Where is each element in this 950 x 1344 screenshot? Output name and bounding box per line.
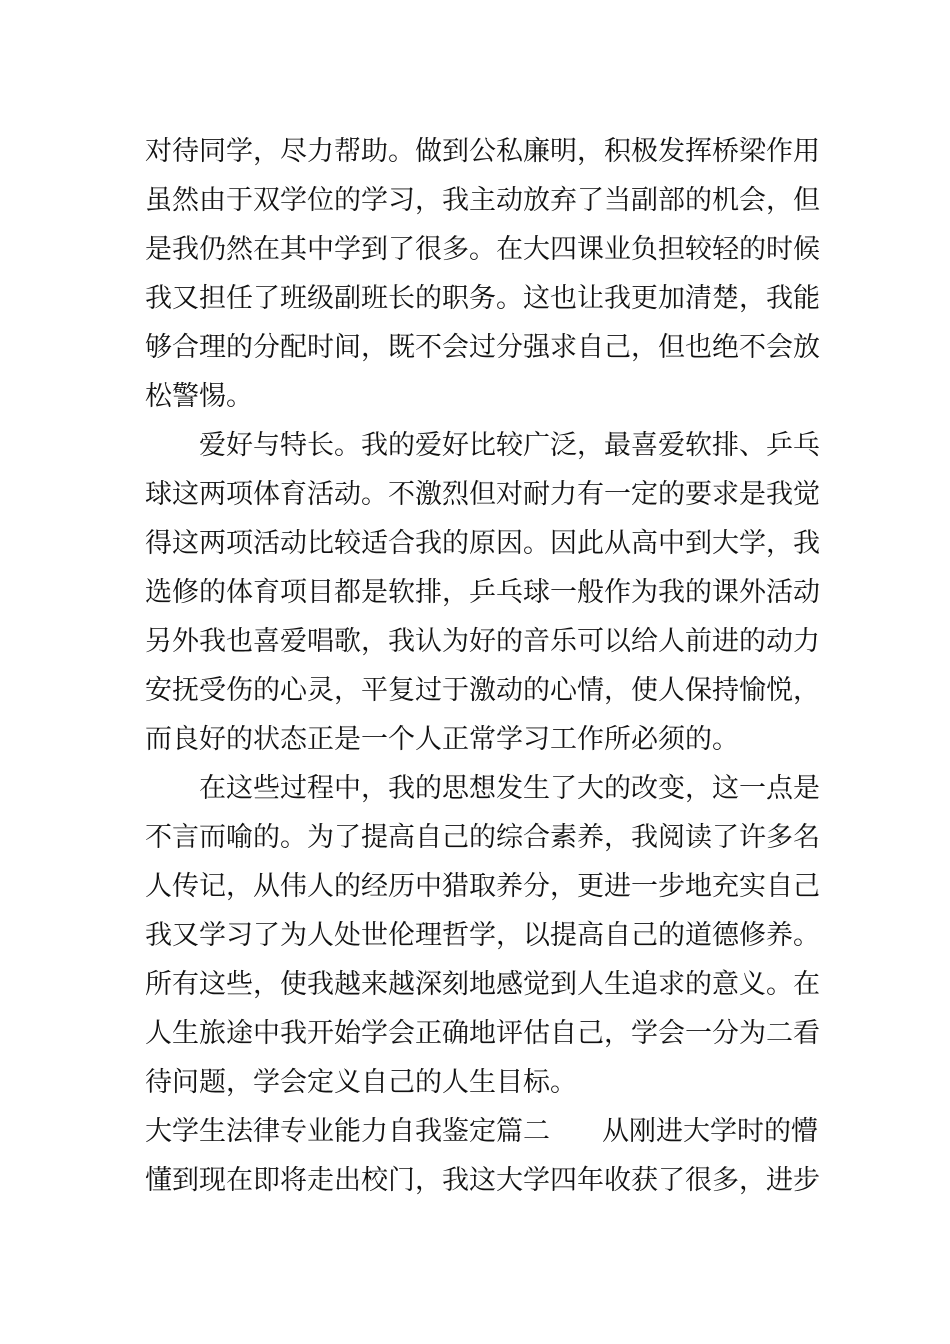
text-line: 得这两项活动比较适合我的原因。因此从高中到大学，我 bbox=[145, 528, 820, 559]
section-heading-line bbox=[145, 1107, 818, 1156]
text-line: 待问题，学会定义自己的人生目标。 bbox=[145, 1067, 577, 1098]
text-line: 另外我也喜爱唱歌，我认为好的音乐可以给人前进的动力 bbox=[145, 626, 820, 657]
text-line: 球这两项体育活动。不激烈但对耐力有一定的要求是我觉 bbox=[145, 479, 820, 510]
text-line: 安抚受伤的心灵，平复过于激动的心情，使人保持愉悦， bbox=[145, 675, 820, 706]
text-line: 我又学习了为人处世伦理哲学，以提高自己的道德修养。 bbox=[145, 920, 820, 951]
text-line: 所有这些，使我越来越深刻地感觉到人生追求的意义。在 bbox=[145, 969, 820, 1000]
text-line: 而良好的状态正是一个人正常学习工作所必须的。 bbox=[145, 724, 739, 755]
paragraph-first-line: 爱好与特长。我的爱好比较广泛，最喜爱软排、乒乓 bbox=[199, 430, 820, 461]
text-line: 够合理的分配时间，既不会过分强求自己，但也绝不会放 bbox=[145, 332, 820, 363]
section-heading: 大学生法律专业能力自我鉴定篇二 bbox=[145, 1116, 550, 1147]
text-line: 选修的体育项目都是软排，乒乓球一般作为我的课外活动 bbox=[145, 577, 820, 608]
paragraph-first-line: 在这些过程中，我的思想发生了大的改变，这一点是 bbox=[199, 773, 820, 804]
document-body bbox=[145, 127, 820, 1205]
heading-tail-text: 从刚进大学时的懵 bbox=[602, 1116, 818, 1147]
text-line: 懂到现在即将走出校门，我这大学四年收获了很多，进步 bbox=[145, 1165, 820, 1196]
text-line: 人生旅途中我开始学会正确地评估自己，学会一分为二看 bbox=[145, 1018, 820, 1049]
text-line: 松警惕。 bbox=[145, 381, 253, 412]
text-line: 人传记，从伟人的经历中猎取养分，更进一步地充实自己 bbox=[145, 871, 820, 902]
text-line: 对待同学，尽力帮助。做到公私廉明，积极发挥桥梁作用 bbox=[145, 136, 820, 167]
text-line: 虽然由于双学位的学习，我主动放弃了当副部的机会，但 bbox=[145, 185, 820, 216]
text-line: 我又担任了班级副班长的职务。这也让我更加清楚，我能 bbox=[145, 283, 820, 314]
text-line: 不言而喻的。为了提高自己的综合素养，我阅读了许多名 bbox=[145, 822, 820, 853]
text-line: 是我仍然在其中学到了很多。在大四课业负担较轻的时候 bbox=[145, 234, 820, 265]
